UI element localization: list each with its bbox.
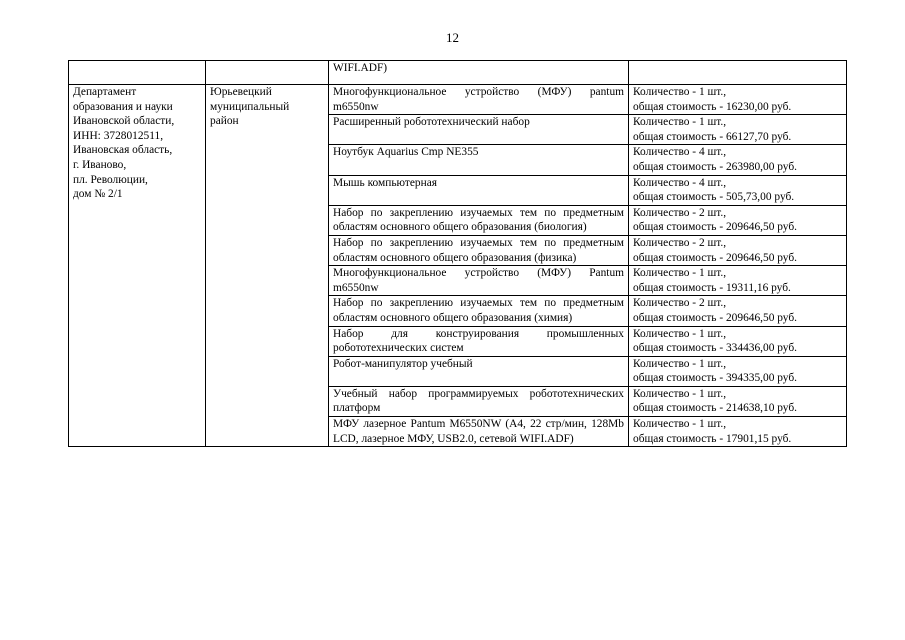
- cost-text: общая стоимость - 214638,10 руб.: [633, 402, 797, 415]
- item-cell: WIFI.ADF): [329, 61, 629, 85]
- quantity-cost-cell: [629, 356, 847, 386]
- organization-line: дом № 2/1: [73, 188, 123, 201]
- item-cell: Робот-манипулятор учебный: [329, 356, 629, 386]
- organization-line: г. Иваново,: [73, 158, 127, 171]
- quantity-text: Количество - 1 шт.,: [633, 116, 727, 129]
- page-number: 12: [446, 30, 459, 45]
- item-cell: Набор по закреплению изучаемых тем по предметным областям основного общего образования (физика): [329, 235, 629, 265]
- item-cell: Набор по закреплению изучаемых тем по предметным областям основного общего образования (биология): [329, 205, 629, 235]
- quantity-cost-cell: [629, 85, 847, 115]
- organization-line: образования и науки: [73, 100, 173, 113]
- quantity-text: Количество - 1 шт.,: [633, 267, 727, 280]
- quantity-cost-cell: [629, 145, 847, 175]
- district-cell-empty: [206, 61, 329, 85]
- quantity-text: Количество - 1 шт.,: [633, 327, 727, 340]
- quantity-text: Количество - 4 шт.,: [633, 176, 727, 189]
- quantity-text: Количество - 1 шт.,: [633, 387, 727, 400]
- district-line: Юрьевецкий: [210, 86, 272, 98]
- quantity-cost-cell: [629, 386, 847, 416]
- cost-text: общая стоимость - 394335,00 руб.: [633, 372, 797, 385]
- continuation-row: [69, 61, 847, 85]
- district-line: район: [210, 115, 239, 128]
- quantity-cost-cell: [629, 417, 847, 447]
- quantity-text: Количество - 1 шт.,: [633, 86, 727, 98]
- quantity-cost-cell: [629, 115, 847, 145]
- item-cell: Расширенный робототехнический набор: [329, 115, 629, 145]
- district-cell: [206, 85, 329, 447]
- quantity-text: Количество - 2 шт.,: [633, 236, 727, 249]
- item-cell: Мышь компьютерная: [329, 175, 629, 205]
- organization-line: пл. Революции,: [73, 173, 148, 186]
- quantity-cell-empty: [629, 61, 847, 85]
- cost-text: общая стоимость - 66127,70 руб.: [633, 130, 792, 143]
- cost-text: общая стоимость - 19311,16 руб.: [633, 281, 791, 294]
- organization-cell-empty: [69, 61, 206, 85]
- cost-text: общая стоимость - 263980,00 руб.: [633, 160, 797, 173]
- item-cell: Учебный набор программируемых робототехнических платформ: [329, 386, 629, 416]
- cost-text: общая стоимость - 209646,50 руб.: [633, 251, 797, 264]
- quantity-cost-cell: [629, 266, 847, 296]
- quantity-cost-cell: [629, 175, 847, 205]
- organization-line: Ивановской области,: [73, 115, 175, 128]
- quantity-text: Количество - 1 шт.,: [633, 418, 727, 431]
- item-cell: Набор по закреплению изучаемых тем по предметным областям основного общего образования (химия): [329, 296, 629, 326]
- organization-line: ИНН: 3728012511,: [73, 129, 164, 142]
- item-cell: МФУ лазерное Pantum M6550NW (А4, 22 стр/мин, 128Mb LCD, лазерное МФУ, USB2.0, сетевой WIFI.ADF): [329, 417, 629, 447]
- quantity-cost-cell: [629, 235, 847, 265]
- cost-text: общая стоимость - 17901,15 руб.: [633, 432, 792, 445]
- district-line: муниципальный: [210, 100, 290, 113]
- organization-line: Департамент: [73, 86, 137, 98]
- organization-cell: [69, 85, 206, 447]
- quantity-text: Количество - 2 шт.,: [633, 297, 727, 310]
- item-cell: Набор для конструирования промышленных робототехнических систем: [329, 326, 629, 356]
- cost-text: общая стоимость - 209646,50 руб.: [633, 311, 797, 324]
- quantity-text: Количество - 4 шт.,: [633, 146, 727, 159]
- quantity-text: Количество - 2 шт.,: [633, 206, 727, 219]
- item-cell: Ноутбук Aquarius Cmp NE355: [329, 145, 629, 175]
- quantity-cost-cell: [629, 326, 847, 356]
- table-row: [69, 85, 847, 115]
- quantity-text: Количество - 1 шт.,: [633, 357, 727, 370]
- cost-text: общая стоимость - 16230,00 руб.: [633, 100, 792, 113]
- item-cell: Многофункциональное устройство (МФУ) pantum m6550nw: [329, 85, 629, 115]
- cost-text: общая стоимость - 505,73,00 руб.: [633, 191, 795, 204]
- quantity-cost-cell: [629, 205, 847, 235]
- organization-line: Ивановская область,: [73, 144, 173, 157]
- cost-text: общая стоимость - 334436,00 руб.: [633, 342, 797, 355]
- equipment-table: [68, 60, 847, 447]
- quantity-cost-cell: [629, 296, 847, 326]
- cost-text: общая стоимость - 209646,50 руб.: [633, 221, 797, 234]
- item-cell: Многофункциональное устройство (МФУ) Pantum m6550nw: [329, 266, 629, 296]
